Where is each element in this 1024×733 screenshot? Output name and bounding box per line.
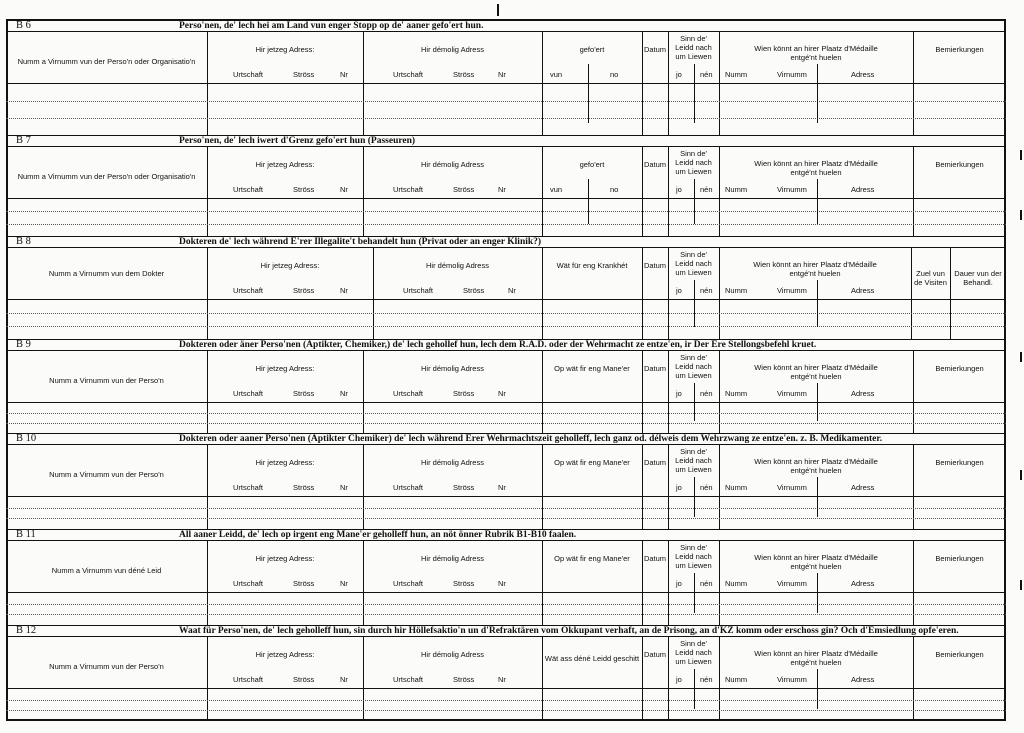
section-code: B 9 [16,339,31,350]
sinn-header-1: Sinn de' [680,149,707,158]
urtschaft-label: Urtschaft [233,389,264,398]
urtschaft-label: Urtschaft [403,286,434,295]
jo-nen-divider [694,280,695,327]
name-column-header: Numm a Virnumm vun der Perso'n oder Organisatio'n [17,172,196,181]
data-row-line [6,118,1006,119]
section-title: Waat für Perso'nen, de' lech geholleff hun, sin durch hir Höllefsaktio'n un d'Refraktären vom Okkupant verhaft, an de Prisong, an d'KZ komm oder erschoss gin? Och d'Emsiedlung opfe'eren. [179,626,959,636]
virnumm-label: Virnumm [777,185,807,194]
name-column-header: Numm a Virnumm vun der Perso'n [49,662,164,671]
former-address-header: Hir démolig Adress [421,160,484,169]
data-row-line [6,101,1006,102]
medal-header-1: Wien könnt an hirer Plaatz d'Médaille [754,649,878,658]
jo-nen-divider [694,477,695,517]
remarks-header: Bemierkungen [935,160,984,169]
stross-label: Ströss [453,70,475,79]
name-column-header: Numm a Virnumm vun der Perso'n [49,376,164,385]
column-line [542,637,543,721]
name-column-header: Numm a Virnumm vun der Perso'n oder Organisatio'n [17,57,196,66]
adress-label: Adress [851,286,875,295]
urtschaft-label: Urtschaft [393,389,424,398]
jo-label: jo [676,483,682,492]
jo-label: jo [676,185,682,194]
former-address-header: Hir démolig Adress [421,364,484,373]
adress-label: Adress [851,483,875,492]
sinn-header-3: um Liewen [675,167,712,176]
special-column-header: Wät für eng Krankhét [556,261,628,270]
edge-mark [1020,150,1022,160]
nr-label: Nr [498,389,506,398]
former-address-header: Hir démolig Adress [426,261,489,270]
datum-header: Datum [643,160,667,169]
sinn-header-2: Leidd nach [675,362,712,371]
current-address-header: Hir jetzeg Adress: [255,458,315,467]
medal-header-2: entgé'nt huelen [790,168,842,177]
data-row-line [6,326,1006,327]
nr-label: Nr [508,286,516,295]
current-address-header: Hir jetzeg Adress: [260,261,320,270]
datum-header: Datum [643,45,667,54]
data-row-line [6,211,1006,212]
sinn-header-1: Sinn de' [680,250,707,259]
stross-label: Ströss [293,483,315,492]
medal-header-1: Wien könnt an hirer Plaatz d'Médaille [754,363,878,372]
stross-label: Ströss [293,70,315,79]
datum-header: Datum [643,261,667,270]
medal-header-1: Wien könnt an hirer Plaatz d'Médaille [754,159,878,168]
numm-label: Numm [725,483,748,492]
medal-header-2: entgé'nt huelen [790,466,842,475]
adress-label: Adress [851,185,875,194]
nr-label: Nr [340,185,348,194]
data-row-line [6,313,1006,314]
treatment-duration-header: Dauer vun der Behandl. [954,269,1002,287]
adress-label: Adress [851,675,875,684]
nr-label: Nr [498,579,506,588]
from-label: vun [550,185,563,194]
medal-divider [817,179,818,224]
data-row-line [6,614,1006,615]
section-b11 [6,529,1006,625]
stross-label: Ströss [453,675,475,684]
virnumm-label: Virnumm [777,286,807,295]
to-label: no [610,70,619,79]
virnumm-label: Virnumm [777,483,807,492]
former-address-header: Hir démolig Adress [421,554,484,563]
nr-label: Nr [498,675,506,684]
section-title-row [6,625,1006,637]
section-title: All aaner Leidd, de' lech op irgent eng Mane'er geholleff hun, an nöt önner Rubrik B1-B10 faalen. [179,530,577,540]
former-address-header: Hir démolig Adress [421,458,484,467]
virnumm-label: Virnumm [777,389,807,398]
urtschaft-label: Urtschaft [233,483,264,492]
sinn-header-3: um Liewen [675,371,712,380]
stross-label: Ströss [293,579,315,588]
sinn-header-2: Leidd nach [675,456,712,465]
numm-label: Numm [725,185,748,194]
urtschaft-label: Urtschaft [393,70,424,79]
edge-mark [1020,580,1022,590]
nen-label: nén [700,579,713,588]
former-address-header: Hir démolig Adress [421,45,484,54]
sinn-header-3: um Liewen [675,657,712,666]
nr-label: Nr [340,675,348,684]
virnumm-label: Virnumm [777,70,807,79]
name-column-header: Numm a Virnumm vun déné Leid [51,566,162,575]
sinn-header-2: Leidd nach [675,43,712,52]
jo-nen-divider [694,179,695,224]
medal-header-2: entgé'nt huelen [790,658,842,667]
data-row-line [6,413,1006,414]
nr-label: Nr [340,579,348,588]
stross-label: Ströss [293,675,315,684]
visits-header: Zuel vun de Visiten [914,269,947,287]
sinn-header-3: um Liewen [675,52,712,61]
medal-header-1: Wien könnt an hirer Plaatz d'Médaille [754,553,878,562]
datum-header: Datum [643,458,667,467]
urtschaft-label: Urtschaft [233,579,264,588]
remarks-header: Bemierkungen [935,364,984,373]
medal-header-1: Wien könnt an hirer Plaatz d'Médaille [754,44,878,53]
remarks-header: Bemierkungen [935,45,984,54]
current-address-header: Hir jetzeg Adress: [255,160,315,169]
urtschaft-label: Urtschaft [233,185,264,194]
section-title: Dokteren de' lech während E'rer Illegalite't behandelt hun (Privat oder an enger Klinik?) [179,237,542,247]
jo-label: jo [676,675,682,684]
medal-header-1: Wien könnt an hirer Plaatz d'Médaille [754,457,878,466]
data-row-line [6,508,1006,509]
nr-label: Nr [340,286,348,295]
sinn-header-1: Sinn de' [680,447,707,456]
jo-label: jo [676,70,682,79]
name-column-header: Numm a Virnumm vun dem Dokter [48,269,165,278]
special-column-header: Op wät fir eng Mane'er [554,554,630,563]
urtschaft-label: Urtschaft [233,70,264,79]
stross-label: Ströss [453,389,475,398]
jo-label: jo [676,579,682,588]
adress-label: Adress [851,389,875,398]
section-title-row [6,135,1006,147]
section-b9 [6,339,1006,433]
nr-label: Nr [498,483,506,492]
sinn-header-3: um Liewen [675,268,712,277]
section-title-row [6,236,1006,248]
data-row-line [6,700,1006,701]
section-code: B 11 [16,529,36,540]
urtschaft-label: Urtschaft [233,675,264,684]
virnumm-label: Virnumm [777,675,807,684]
stross-label: Ströss [293,286,315,295]
numm-label: Numm [725,70,748,79]
data-row-line [6,710,1006,711]
special-column-header: Op wät fir eng Mane'er [554,458,630,467]
datum-header: Datum [643,650,667,659]
virnumm-label: Virnumm [777,579,807,588]
jo-label: jo [676,389,682,398]
nen-label: nén [700,70,713,79]
jo-label: jo [676,286,682,295]
sinn-header-2: Leidd nach [675,648,712,657]
nen-label: nén [700,389,713,398]
stross-label: Ströss [453,579,475,588]
section-code: B 12 [16,625,37,636]
stross-label: Ströss [293,185,315,194]
special-column-header: gefo'ert [579,160,605,169]
jo-nen-divider [694,383,695,421]
medal-divider [817,383,818,421]
medal-header-2: entgé'nt huelen [790,562,842,571]
edge-mark [1020,352,1022,362]
section-code: B 8 [16,236,31,247]
top-registration-mark [497,4,499,16]
medal-header-1: Wien könnt an hirer Plaatz d'Médaille [753,260,877,269]
section-title-row [6,529,1006,541]
nr-label: Nr [498,185,506,194]
section-title: Perso'nen, de' lech hei am Land vun enger Stopp op de' aaner gefo'ert hun. [179,21,484,31]
data-row-line [6,518,1006,519]
from-label: vun [550,70,563,79]
medal-header-2: entgé'nt huelen [790,53,842,62]
sinn-header-3: um Liewen [675,561,712,570]
nr-label: Nr [498,70,506,79]
current-address-header: Hir jetzeg Adress: [255,650,315,659]
sinn-header-2: Leidd nach [675,552,712,561]
sinn-header-1: Sinn de' [680,639,707,648]
medal-header-2: entgé'nt huelen [789,269,841,278]
current-address-header: Hir jetzeg Adress: [255,554,315,563]
stross-label: Ströss [463,286,485,295]
stross-label: Ströss [453,185,475,194]
numm-label: Numm [725,389,748,398]
jo-nen-divider [694,64,695,123]
to-label: no [610,185,619,194]
nen-label: nén [700,483,713,492]
section-b7 [6,135,1006,236]
sinn-header-1: Sinn de' [680,353,707,362]
current-address-header: Hir jetzeg Adress: [255,364,315,373]
medal-divider [817,573,818,613]
sinn-header-2: Leidd nach [675,158,712,167]
special-column-header: gefo'ert [579,45,605,54]
section-title-row [6,433,1006,445]
nr-label: Nr [340,483,348,492]
remarks-header: Bemierkungen [935,458,984,467]
section-title-row [6,20,1006,32]
data-row-line [6,224,1006,225]
medal-divider [817,280,818,327]
urtschaft-label: Urtschaft [233,286,264,295]
data-row-line [6,604,1006,605]
sinn-header-1: Sinn de' [680,543,707,552]
edge-mark [1020,470,1022,480]
urtschaft-label: Urtschaft [393,483,424,492]
urtschaft-label: Urtschaft [393,185,424,194]
section-title: Perso'nen, de' lech iwert d'Grenz gefo'ert hun (Passeuren) [179,136,416,146]
medal-divider [817,669,818,709]
gefoert-divider [588,64,589,123]
medal-divider [817,477,818,517]
section-b12 [6,625,1006,721]
datum-header: Datum [643,554,667,563]
section-title-row [6,339,1006,351]
urtschaft-label: Urtschaft [393,675,424,684]
datum-header: Datum [643,364,667,373]
numm-label: Numm [725,579,748,588]
special-column-header: Wät ass déné Leidd geschitt [544,654,640,663]
data-row-line [6,423,1006,424]
sinn-header-3: um Liewen [675,465,712,474]
remarks-header: Bemierkungen [935,554,984,563]
medal-divider [817,64,818,123]
current-address-header: Hir jetzeg Adress: [255,45,315,54]
former-address-header: Hir démolig Adress [421,650,484,659]
nr-label: Nr [340,389,348,398]
urtschaft-label: Urtschaft [393,579,424,588]
nen-label: nén [700,675,713,684]
section-title: Dokteren oder äner Perso'nen (Aptikter, Chemiker,) de' lech gehollef hun, lech dem R.A.D. oder der Wehrmacht ze entze'en, ir Der Ere Stellongsbefehl kruet. [179,340,817,350]
gefoert-divider [588,179,589,224]
special-column-header: Op wät fir eng Mane'er [554,364,630,373]
numm-label: Numm [725,286,748,295]
sinn-header-1: Sinn de' [680,34,707,43]
adress-label: Adress [851,579,875,588]
sinn-header-2: Leidd nach [675,259,712,268]
edge-mark [1020,210,1022,220]
stross-label: Ströss [453,483,475,492]
section-code: B 7 [16,135,31,146]
jo-nen-divider [694,669,695,709]
section-b8 [6,236,1006,339]
nen-label: nén [700,185,713,194]
section-b6 [6,20,1006,135]
section-title: Dokteren oder aaner Perso'nen (Aptikter Chemiker) de' lech während Erer Wehrmachtszeit geholleff, lech ganz od. délweis dem Wehrzwang ze entze'en. z. B. Medikamenter. [179,434,883,444]
remarks-header: Bemierkungen [935,650,984,659]
jo-nen-divider [694,573,695,613]
nr-label: Nr [340,70,348,79]
adress-label: Adress [851,70,875,79]
medal-header-2: entgé'nt huelen [790,372,842,381]
stross-label: Ströss [293,389,315,398]
section-b10 [6,433,1006,529]
numm-label: Numm [725,675,748,684]
name-column-header: Numm a Virnumm vun der Perso'n [49,470,164,479]
section-code: B 6 [16,20,31,31]
section-code: B 10 [16,433,37,444]
nen-label: nén [700,286,713,295]
